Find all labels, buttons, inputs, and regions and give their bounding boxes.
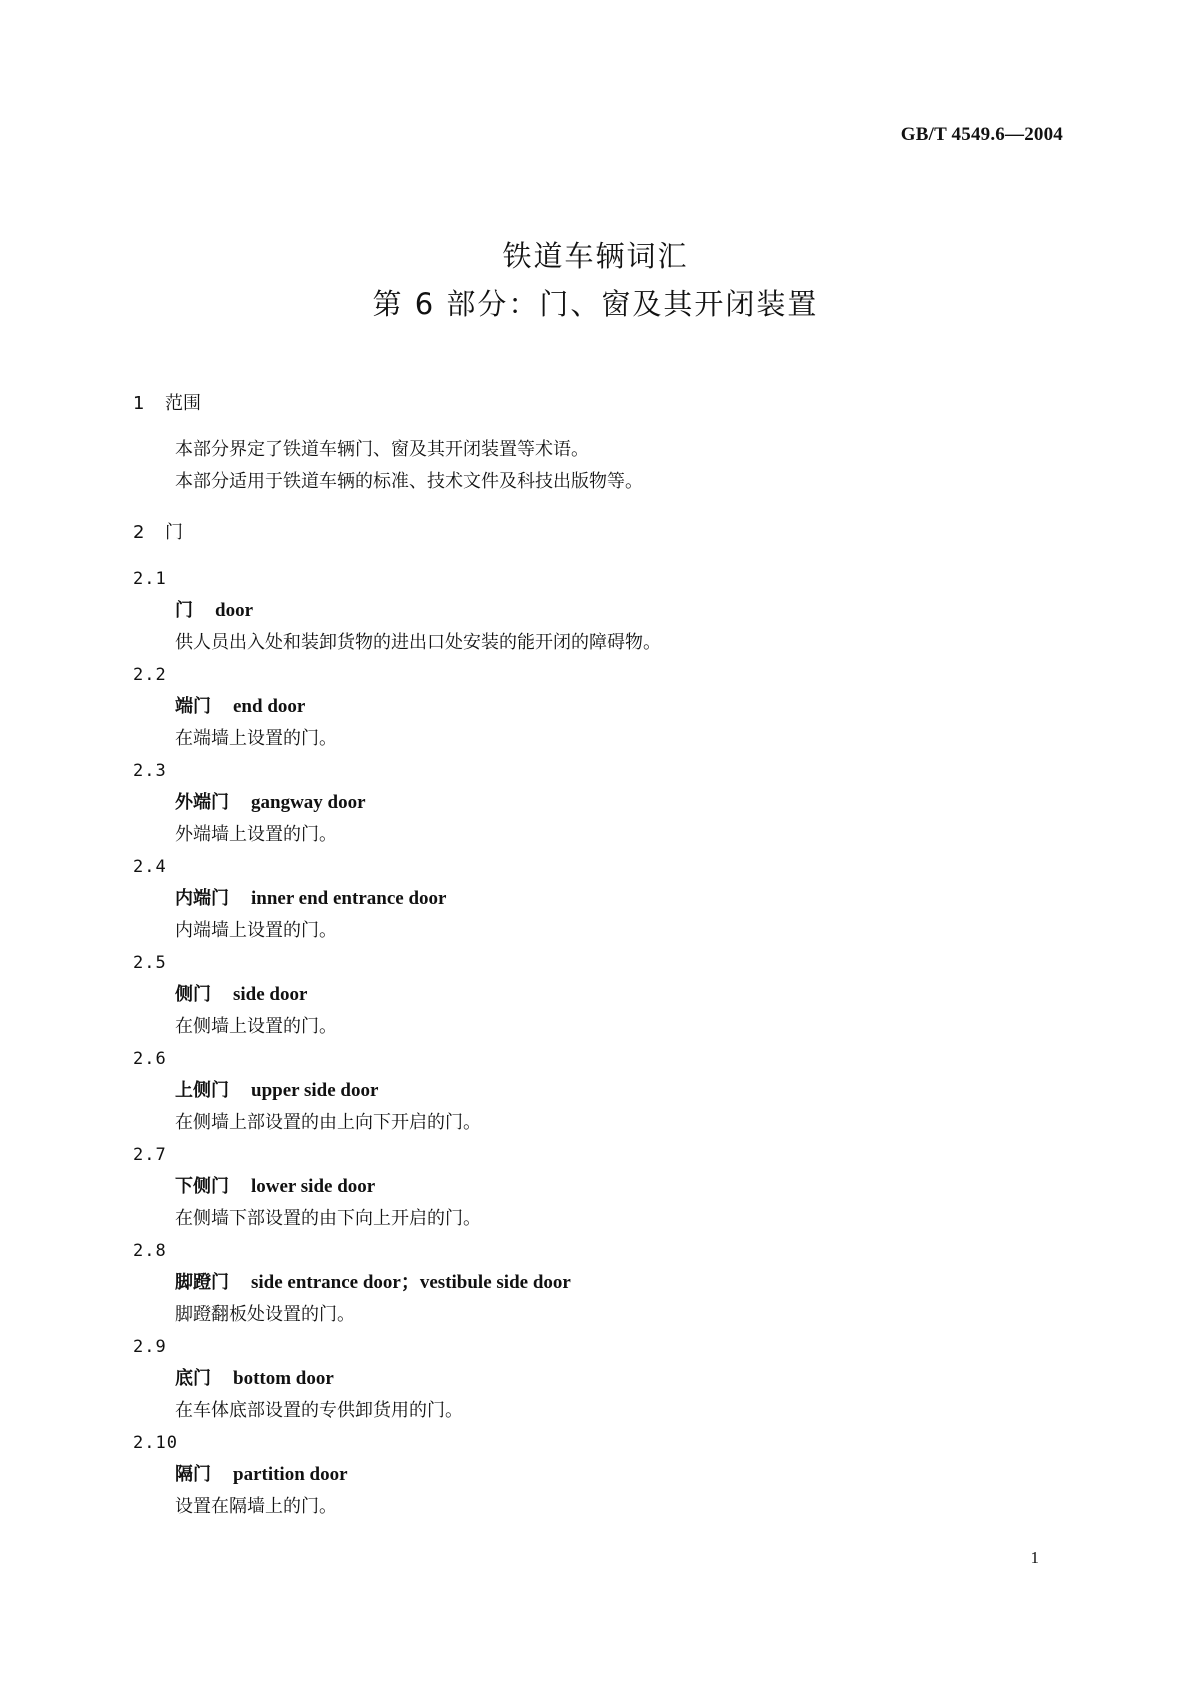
term-zh: 上侧门: [175, 1080, 229, 1101]
term-zh: 内端门: [175, 888, 229, 909]
term-definition: 在侧墙下部设置的由下向上开启的门。: [175, 1208, 481, 1229]
page-number: 1: [1030, 1548, 1039, 1567]
term: [133, 595, 1033, 627]
entry-number: 2.3: [133, 761, 167, 781]
entry-number: 2.8: [133, 1241, 167, 1261]
term-zh: 外端门: [175, 792, 229, 813]
term-definition: 脚蹬翻板处设置的门。: [175, 1304, 355, 1325]
term-en: bottom door: [233, 1368, 334, 1389]
term-entry: [133, 851, 1033, 947]
standard-code: GB/T 4549.6—2004: [900, 124, 1063, 145]
term: [133, 691, 1033, 723]
entry-number: 2.9: [133, 1337, 167, 1357]
term-en: side door: [233, 984, 308, 1005]
term: [133, 883, 1033, 915]
term-definition: 在端墙上设置的门。: [175, 728, 337, 749]
section-number: 1: [133, 393, 145, 414]
entry-number: 2.1: [133, 569, 167, 589]
section-title: 门: [165, 522, 183, 543]
document-subtitle: 第 6 部分：门、窗及其开闭装置: [372, 287, 819, 321]
term-en: side entrance door；vestibule side door: [251, 1272, 571, 1293]
section-heading: [133, 388, 1033, 420]
paragraph: 本部分界定了铁道车辆门、窗及其开闭装置等术语。: [175, 439, 589, 460]
section-number: 2: [133, 522, 145, 543]
term-en: lower side door: [251, 1176, 376, 1197]
term-zh: 隔门: [175, 1464, 211, 1485]
term-en: door: [215, 600, 253, 621]
paragraph: 本部分适用于铁道车辆的标准、技术文件及科技出版物等。: [175, 471, 643, 492]
term-entry: [133, 1427, 1033, 1523]
term-entry: [133, 1235, 1033, 1331]
term-zh: 门: [175, 600, 193, 621]
term-entry: [133, 659, 1033, 755]
document-title: 铁道车辆词汇: [502, 239, 689, 273]
entry-number: 2.7: [133, 1145, 167, 1165]
term: [133, 1171, 1033, 1203]
term-zh: 脚蹬门: [175, 1272, 229, 1293]
entry-number: 2.6: [133, 1049, 167, 1069]
term: [133, 1267, 1033, 1299]
term-entry: [133, 1331, 1033, 1427]
term-zh: 侧门: [175, 984, 211, 1005]
term-definition: 外端墙上设置的门。: [175, 824, 337, 845]
section-title: 范围: [165, 393, 201, 414]
term-en: upper side door: [251, 1080, 379, 1101]
term: [133, 1459, 1033, 1491]
term: [133, 979, 1033, 1011]
term-entry: [133, 1139, 1033, 1235]
term: [133, 1363, 1033, 1395]
term-definition: 内端墙上设置的门。: [175, 920, 337, 941]
term-entry: [133, 563, 1033, 659]
term-zh: 底门: [175, 1368, 211, 1389]
entry-number: 2.4: [133, 857, 167, 877]
term-definition: 在侧墙上设置的门。: [175, 1016, 337, 1037]
term-definition: 在车体底部设置的专供卸货用的门。: [175, 1400, 463, 1421]
term-entry: [133, 947, 1033, 1043]
term-en: end door: [233, 696, 306, 717]
term-definition: 设置在隔墙上的门。: [175, 1496, 337, 1517]
section-heading: [133, 517, 1033, 549]
entry-number: 2.10: [133, 1433, 178, 1453]
term-definition: 供人员出入处和装卸货物的进出口处安装的能开闭的障碍物。: [175, 632, 661, 653]
term-zh: 下侧门: [175, 1176, 229, 1197]
term-en: gangway door: [251, 792, 366, 813]
term-en: inner end entrance door: [251, 888, 447, 909]
term-entry: [133, 755, 1033, 851]
term-zh: 端门: [175, 696, 211, 717]
entry-number: 2.5: [133, 953, 167, 973]
term-entry: [133, 1043, 1033, 1139]
term: [133, 787, 1033, 819]
document-body: [133, 388, 1033, 1523]
term-en: partition door: [233, 1464, 348, 1485]
entry-number: 2.2: [133, 665, 167, 685]
term: [133, 1075, 1033, 1107]
term-definition: 在侧墙上部设置的由上向下开启的门。: [175, 1112, 481, 1133]
